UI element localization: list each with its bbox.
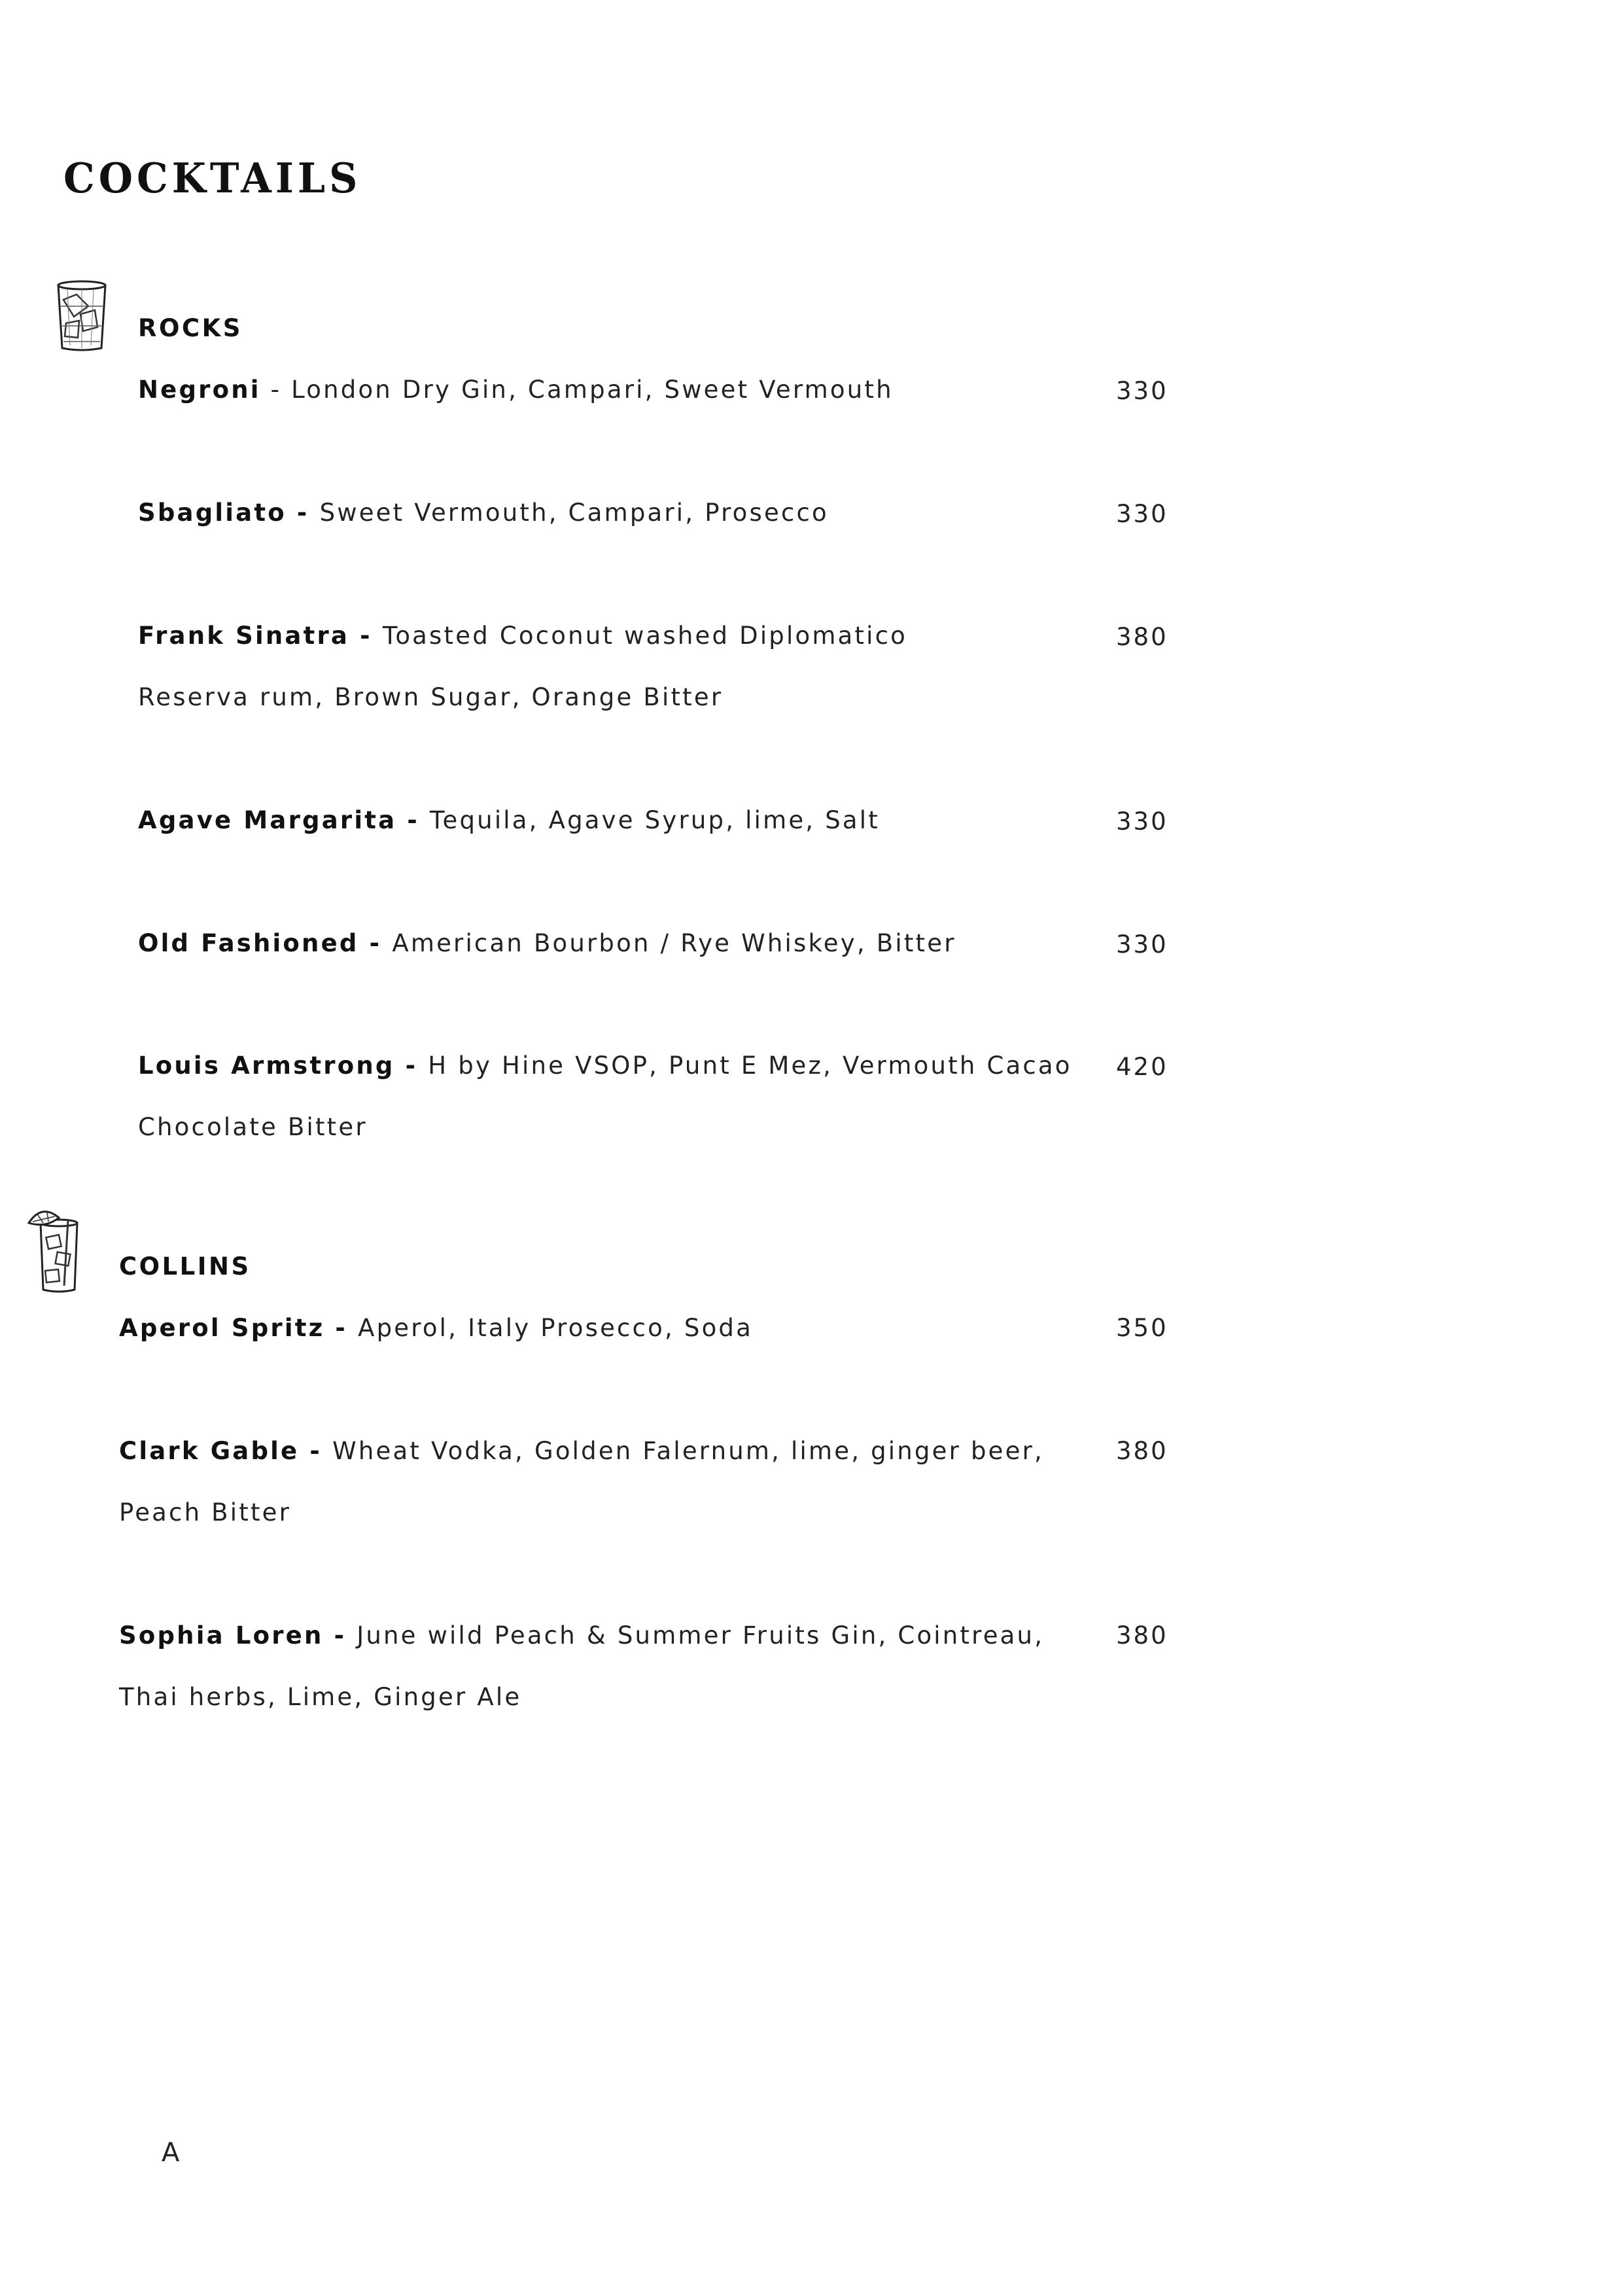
- item-description: H by Hine VSOP, Punt E Mez, Vermouth Cacao: [428, 1051, 1072, 1080]
- item-price: 330: [1116, 500, 1168, 528]
- item-name: Aperol Spritz: [119, 1314, 325, 1342]
- item-description: Aperol, Italy Prosecco, Soda: [358, 1314, 753, 1342]
- item-name: Clark Gable: [119, 1437, 300, 1465]
- item-description-continued: Peach Bitter: [119, 1498, 292, 1527]
- item-price: 380: [1116, 1437, 1168, 1465]
- item-price: 330: [1116, 807, 1168, 836]
- item-price: 350: [1116, 1314, 1168, 1342]
- item-description-continued: Reserva rum, Brown Sugar, Orange Bitter: [138, 683, 724, 711]
- item-price: 380: [1116, 623, 1168, 651]
- section-heading-collins: COLLINS: [119, 1252, 251, 1280]
- item-description: Sweet Vermouth, Campari, Prosecco: [319, 499, 829, 527]
- collins-glass-icon: [26, 1207, 84, 1296]
- page-title: COCKTAILS: [63, 154, 362, 203]
- item-name: Louis Armstrong: [138, 1051, 395, 1080]
- rocks-glass-icon: [54, 280, 109, 356]
- item-price: 380: [1116, 1621, 1168, 1650]
- item-price: 330: [1116, 930, 1168, 959]
- item-name: Frank Sinatra: [138, 622, 350, 650]
- item-name: Old Fashioned: [138, 929, 359, 957]
- item-description-continued: Chocolate Bitter: [138, 1113, 368, 1141]
- item-description: American Bourbon / Rye Whiskey, Bitter: [392, 929, 956, 957]
- item-price: 420: [1116, 1053, 1168, 1081]
- item-name: Sbagliato: [138, 499, 287, 527]
- item-description-continued: Thai herbs, Lime, Ginger Ale: [119, 1683, 522, 1711]
- item-description: Tequila, Agave Syrup, lime, Salt: [430, 806, 880, 834]
- item-name: Sophia Loren: [119, 1621, 324, 1650]
- item-description: Wheat Vodka, Golden Falernum, lime, ginger beer,: [332, 1437, 1044, 1465]
- item-name: Negroni: [138, 376, 261, 404]
- item-description: London Dry Gin, Campari, Sweet Vermouth: [291, 376, 894, 404]
- item-name: Agave Margarita: [138, 806, 397, 834]
- item-description: Toasted Coconut washed Diplomatico: [382, 622, 907, 650]
- page-footer-mark: A: [162, 2138, 180, 2168]
- item-price: 330: [1116, 377, 1168, 405]
- item-description: June wild Peach & Summer Fruits Gin, Cointreau,: [357, 1621, 1045, 1650]
- section-heading-rocks: ROCKS: [138, 314, 243, 342]
